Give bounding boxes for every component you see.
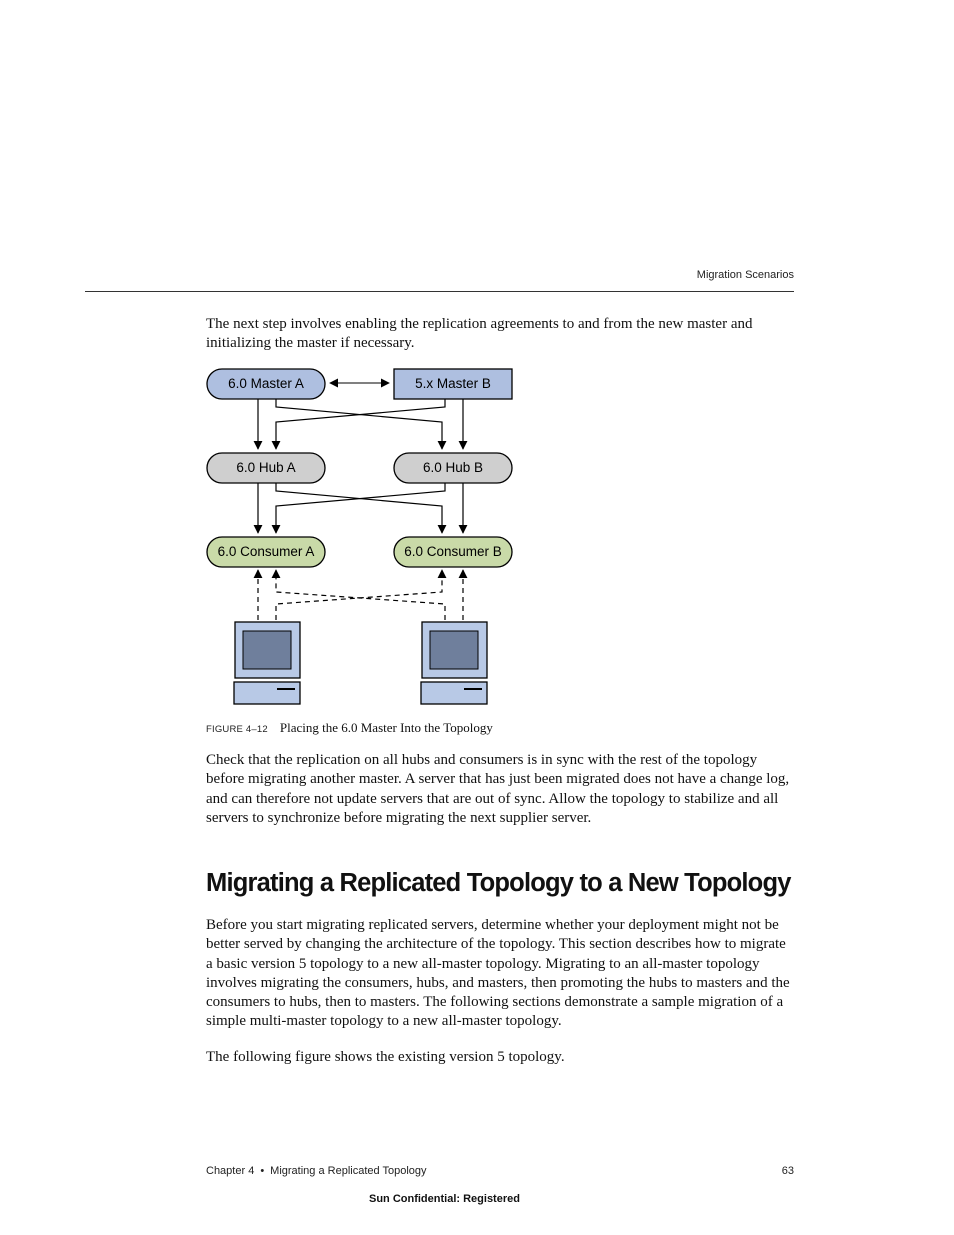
footer-chapter-title: Migrating a Replicated Topology — [270, 1165, 427, 1177]
node-consumer-a — [207, 537, 325, 567]
client-computer-icon — [421, 622, 487, 704]
figure-caption-text: Placing the 6.0 Master Into the Topology — [279, 720, 493, 735]
page-number: 63 — [781, 1165, 794, 1177]
section-heading: Migrating a Replicated Topology to a New Topology — [206, 869, 791, 897]
node-master-a-label: 6.0 Master A — [228, 376, 304, 391]
node-consumer-a-label: 6.0 Consumer A — [217, 544, 315, 559]
footer-chapter — [206, 1165, 427, 1177]
node-hub-a-label: 6.0 Hub A — [236, 460, 296, 475]
client-to-consumer-connectors — [258, 570, 463, 620]
master-to-hub-connectors — [258, 399, 463, 449]
header-rule — [85, 291, 794, 292]
figure-label: FIGURE 4–12 — [206, 724, 268, 735]
node-consumer-b — [394, 537, 512, 567]
node-master-b — [394, 369, 512, 399]
node-master-b-label: 5.x Master B — [415, 376, 491, 391]
topology-diagram — [200, 362, 530, 712]
client-computer-icon — [234, 622, 300, 704]
node-hub-b-label: 6.0 Hub B — [422, 460, 484, 475]
node-hub-b — [394, 453, 512, 483]
section-paragraph: Before you start migrating replicated servers, determine whether your deployment might not be better served by changing the architecture of the topology. This section describes how to migrate a basic version 5 topology to a new all-master topology. Migrating to an all-master topology involves migrating the consumers, hubs, and masters, then promoting the hubs to masters and the consumers to hubs, then to masters. The following sections demonstrate a sample migration of a simple multi-master topology to a new all-master topology. — [206, 917, 790, 1030]
figure-caption — [206, 720, 493, 736]
intro-paragraph: The next step involves enabling the replication agreements to and from the new master and initializing the master if necessary. — [206, 316, 753, 352]
node-master-a — [207, 369, 325, 399]
closing-paragraph: The following figure shows the existing version 5 topology. — [206, 1049, 565, 1065]
node-hub-a — [207, 453, 325, 483]
node-consumer-b-label: 6.0 Consumer B — [404, 544, 502, 559]
hub-to-consumer-connectors — [258, 483, 463, 533]
running-header: Migration Scenarios — [696, 269, 794, 281]
footer-chapter-number: Chapter 4 — [206, 1165, 255, 1177]
footer-bullet: • — [260, 1165, 265, 1177]
confidential-notice: Sun Confidential: Registered — [369, 1193, 520, 1205]
check-paragraph: Check that the replication on all hubs and consumers is in sync with the rest of the topology before migrating another master. A server that has just been migrated does not have a change log, and can therefore not update servers that are out of sync. Allow the topology to stabilize and all servers to synchronize before migrating the next supplier server. — [206, 752, 790, 826]
